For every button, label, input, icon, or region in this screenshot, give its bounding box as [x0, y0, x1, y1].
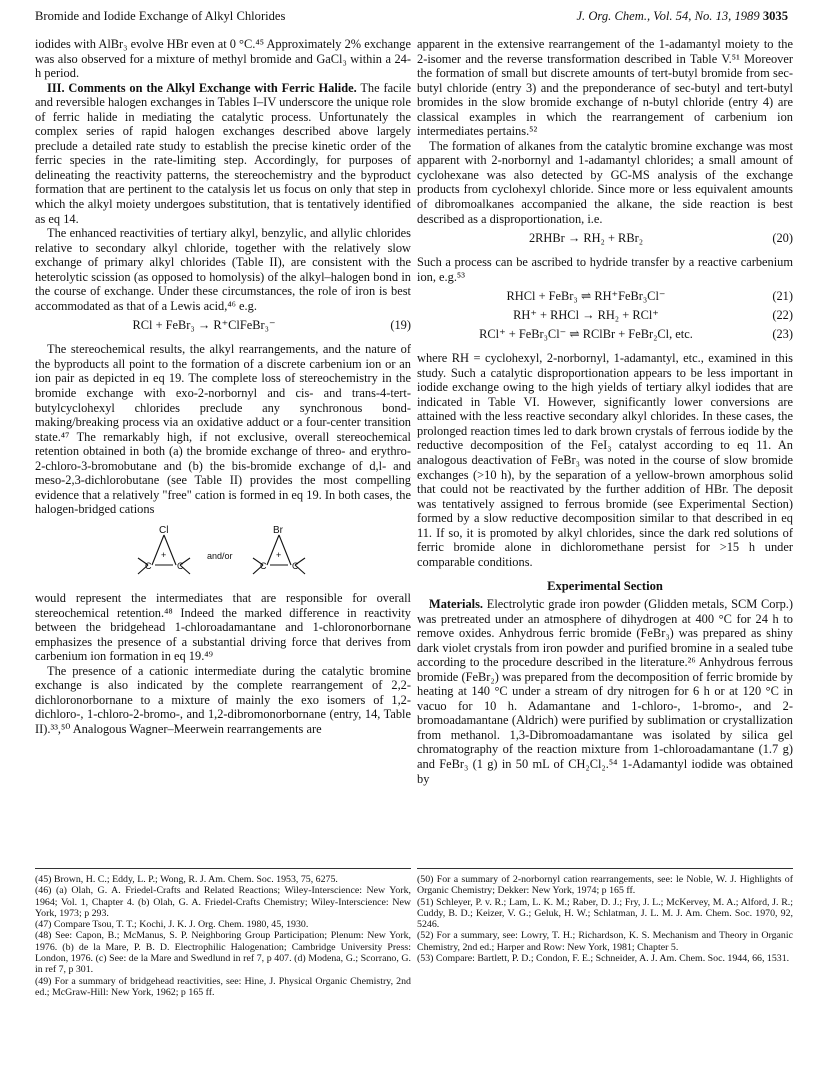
equation-number: (19) [390, 318, 411, 333]
footnotes-right [417, 874, 793, 964]
footnote-rule [35, 868, 411, 869]
structure-and-or: and/or [207, 550, 233, 561]
equation-20 [417, 230, 793, 247]
paragraph: where RH = cyclohexyl, 2-norbornyl, 1-adamantyl, etc., examined in this study. Such a catalytic disproportionation appears to be less important in iodide exchange owing to the high yields of tertiary alkyl iodides that are indicated in Table VI. However, significantly lower conversions are attained with the less reactive secondary alkyl chlorides. In these cases, the prolonged reaction times led to dark brown crystals of ferrous iodide by the reductive decomposition of the FeI₃ catalyst according to eq 11. An analogous deactivation of FeBr₃ was noted in the course of slow bromide exchanges (>10 h), by the separation of a yellow-brown amorphous solid that could not be reactivated by the further addition of HBr. The deposit was tentatively assigned to ferrous bromide (see Experimental Section) formed by a slow reductive decomposition similar to that described in eq 11. If so, it is promoted by alkyl chlorides, since the dark red solutions of ferric bromide alone in dichloromethane persist for >15 h under comparable conditions. [417, 351, 793, 569]
equation-number: (21) [772, 289, 793, 304]
paragraph: Such a process can be ascribed to hydride transfer by a reactive carbenium ion, e.g.⁵³ [417, 255, 793, 284]
footnote: (51) Schleyer, P. v. R.; Lam, L. K. M.; Raber, D. J.; Fry, J. L.; McKervey, M. A.; Alford, J. R.; Cuddy, B. D.; Keizer, V. G.; Geluk, H. W.; Schlatman, J. L. M. J. Am. Chem. Soc. 1970, 92, 5246. [417, 896, 793, 931]
paragraph [417, 597, 793, 786]
paragraph-text: Electrolytic grade iron powder (Glidden metals, SCM Corp.) was pretreated under an atmosphere of dihydrogen at 400 °C for 24 h to remove oxides. Anhydrous ferric bromide (FeBr₃) was prepared as shiny dark violet crystals from iron powder and purified bromine in a sealed tube according to the procedure described in the literature.²⁶ Anhydrous ferrous bromide (FeBr₂) was prepared from the decomposition of ferric bromide by heating at 140 °C under a stream of dry nitrogen for 6 h or at 120 °C in vacuo for 10 h. Adamantane and 1-chloro-, 1-bromo-, and 2-bromoadamantane (Aldrich) were purified by sublimation or crystallization from methanol. 1,3-Dibromoadamantane was isolated by silica gel chromatography of the reaction mixture from 1-chloroadamantane (1.7 g) and FeBr₃ (1 g) in 50 mL of CH₂Cl₂.⁵⁴ 1-Adamantyl iodide was obtained by [417, 596, 793, 786]
experimental-section-heading: Experimental Section [547, 579, 663, 594]
equation-21 [417, 288, 793, 305]
footnote: (48) See: Capon, B.; McManus, S. P. Neighboring Group Participation; Plenum: New York, 1976. (b) de la Mare, P. B. D. Electrophilic Halogenation; Cambridge University Press: London, 1976. (c) See: de la Mare and Swedlund in ref 7, p 407. (d) Modena, G.; Scorrano, G. in ref 7, p 301. [35, 930, 411, 976]
footnotes-left [35, 874, 411, 998]
page-number: 3035 [762, 9, 788, 23]
equation-number: (20) [772, 231, 793, 246]
paragraph: would represent the intermediates that are responsible for overall stereochemical retention.⁴⁸ Indeed the marked difference in reactivity between the bridgehead 1-chloroadamantane and 1-chloronorbornane emphasizes the presence of a substantial driving force that derives from carbenium ion formation in eq 19.⁴⁹ [35, 590, 411, 664]
running-header-title: Bromide and Iodide Exchange of Alkyl Chlorides [35, 9, 286, 23]
paragraph: The presence of a cationic intermediate during the catalytic bromine exchange is also indicated by the complete rearrangement of 2,2-dichloronorbornane to a mixture of mainly the exo isomers of 1,2-dichloro-, 1-chloro-2-bromo-, and 1,2-dibromonorbornane (entry, 14, Table II).³³,⁵⁰ Analogous Wagner–Meerwein rearrangements are [35, 663, 411, 736]
equation-number: (22) [772, 308, 793, 323]
paragraph: The formation of alkanes from the catalytic bromine exchange was most apparent with 2-norbornyl and 1-adamantyl chlorides; a small amount of cyclohexane was also detected by GC-MS analysis of the exchange products from cyclohexyl chloride. Since more or less equivalent amounts of dibromoalkanes accompanied the alkane, the side reaction is best described as a disproportionation, i.e. [417, 138, 793, 226]
running-header-citation [576, 8, 788, 24]
footnote: (52) For a summary, see: Lowry, T. H.; Richardson, K. S. Mechanism and Theory in Organic Chemistry, 2nd ed.; Harper and Row: New York, 1981; Chapter 5. [417, 930, 793, 953]
paragraph: The enhanced reactivities of tertiary alkyl, benzylic, and allylic chlorides relative to secondary alkyl chloride, together with the relatively slow exchange of primary alkyl chlorides (Table II), are consistent with the heterolytic scission (as opposed to homolysis) of the alkyl–halogen bond in the course of exchange. Under these circumstances, the role of iron is best accommodated as that of a Lewis acid,⁴⁶ e.g. [35, 226, 411, 313]
footnote-rule [417, 868, 793, 869]
structure-diagram [127, 525, 327, 585]
structure-charge: + [161, 549, 167, 560]
equation-23 [417, 326, 793, 343]
journal-name: J. Org. Chem., [576, 9, 651, 23]
journal-volume: Vol. 54, No. 13, 1989 [653, 9, 760, 23]
section-heading: III. Comments on the Alkyl Exchange with Ferric Halide. [47, 80, 357, 95]
equation-19 [35, 317, 411, 334]
equation-body: RCl + FeBr₃ → R⁺ClFeBr₃⁻ [132, 318, 276, 333]
footnote: (50) For a summary of 2-norbornyl cation rearrangements, see: le Noble, W. J. Highlights of Organic Chemistry; Dekker: New York, 1974; p 165 ff. [417, 874, 793, 897]
footnote: (49) For a summary of bridgehead reactivities, see: Hine, J. Physical Organic Chemistry, 2nd ed.; McGraw-Hill: New York, 1962; p 165 ff. [35, 975, 411, 998]
equation-number: (23) [772, 327, 793, 342]
right-column [417, 37, 793, 786]
footnote: (45) Brown, H. C.; Eddy, L. P.; Wong, R. J. Am. Chem. Soc. 1953, 75, 6275. [35, 874, 338, 885]
left-column [35, 37, 411, 736]
paragraph: iodides with AlBr₃ evolve HBr even at 0 °C.⁴⁵ Approximately 2% exchange was also observed for a mixture of methyl bromide and GaCl₃ within a 24-h period. [35, 37, 411, 81]
structure-bromine-label: Br [273, 524, 283, 536]
equation-body: 2RHBr → RH₂ + RBr₂ [528, 231, 644, 246]
paragraph-text: The facile and reversible halogen exchanges in Tables I–IV underscore the unique role of ferric halide in mediating the catalytic process. Unfortunately the complex series of rapid halogen exchanges described above largely preclude a detailed rate study to establish the precise kinetic order of the ferric species in the rate-limiting step. Accordingly, for purposes of delineating the reactivity patterns, the stereochemistry and the byproduct formation that are pertinent to the catalysis let us focus on only that step in which the alkyl moiety undergoes substitution, that is tentatively identified as eq 14. [35, 80, 411, 226]
equation-body: RHCl + FeBr₃ ⇌ RH⁺FeBr₃Cl⁻ [506, 289, 666, 304]
footnote: (46) (a) Olah, G. A. Friedel-Crafts and Related Reactions; Wiley-Interscience: New York, 1964; Vol. 1, Chapter 4. (b) Olah, G. A. Friedel-Crafts Chemistry; Wiley-Interscience: New York, 1973; p 293. [35, 885, 411, 919]
paragraph: apparent in the extensive rearrangement of the 1-adamantyl moiety to the 2-isomer and the reverse transformation described in Table V.⁵¹ Moreover the formation of small but discrete amounts of tert-butyl bromide from sec-butyl chloride (entry 3) and the preponderance of sec-butyl and tert-butyl bromides in the slow bromide exchange of n-butyl chloride (entry 4) are classical examples in which the rearrangement of carbenium ion intermediates pertains.⁵² [417, 37, 793, 139]
footnote: (53) Compare: Bartlett, P. D.; Condon, F. E.; Schneider, A. J. Am. Chem. Soc. 1944, 66, 1531. [417, 953, 790, 965]
paragraph: The stereochemical results, the alkyl rearrangements, and the nature of the byproducts all point to the formation of a discrete carbenium ion or an ion pair as depicted in eq 19. The complete loss of stereochemistry in the bromide exchange with exo-2-norbornyl and cis- and trans-4-tert-butylcyclohexyl chlorides preclude any synchronous bond-making/breaking process via an oxidative adduct or a four-center transition state.⁴⁷ The remarkably high, if not exclusive, overall stereochemical retention obtained in both (a) the bromide exchange of threo- and erythro-2-chloro-3-bromobutane and (b) the bis-bromide exchange of d,l- and meso-2,3-dichlorobutane (see Table II) provides the most compelling evidence that a relatively "free" cation is formed in eq 19. In both cases, the halogen-bridged cations [35, 342, 411, 517]
structure-carbon: C [177, 560, 184, 571]
halogen-bridged-cation-structures [35, 525, 411, 585]
structure-carbon: C [292, 560, 299, 571]
structure-charge: + [276, 549, 282, 560]
equation-22 [417, 307, 793, 324]
footnote: (47) Compare Tsou, T. T.; Kochi, J. K. J. Org. Chem. 1980, 45, 1930. [35, 919, 309, 931]
paragraph [35, 81, 411, 226]
structure-carbon: C [145, 560, 152, 571]
subsection-heading: Materials. [429, 596, 484, 611]
equation-body: RH⁺ + RHCl → RH₂ + RCl⁺ [513, 308, 659, 323]
structure-carbon: C [260, 560, 267, 571]
structure-chlorine-label: Cl [159, 524, 169, 536]
equation-body: RCl⁺ + FeBr₃Cl⁻ ⇌ RClBr + FeBr₂Cl, etc. [479, 327, 693, 342]
